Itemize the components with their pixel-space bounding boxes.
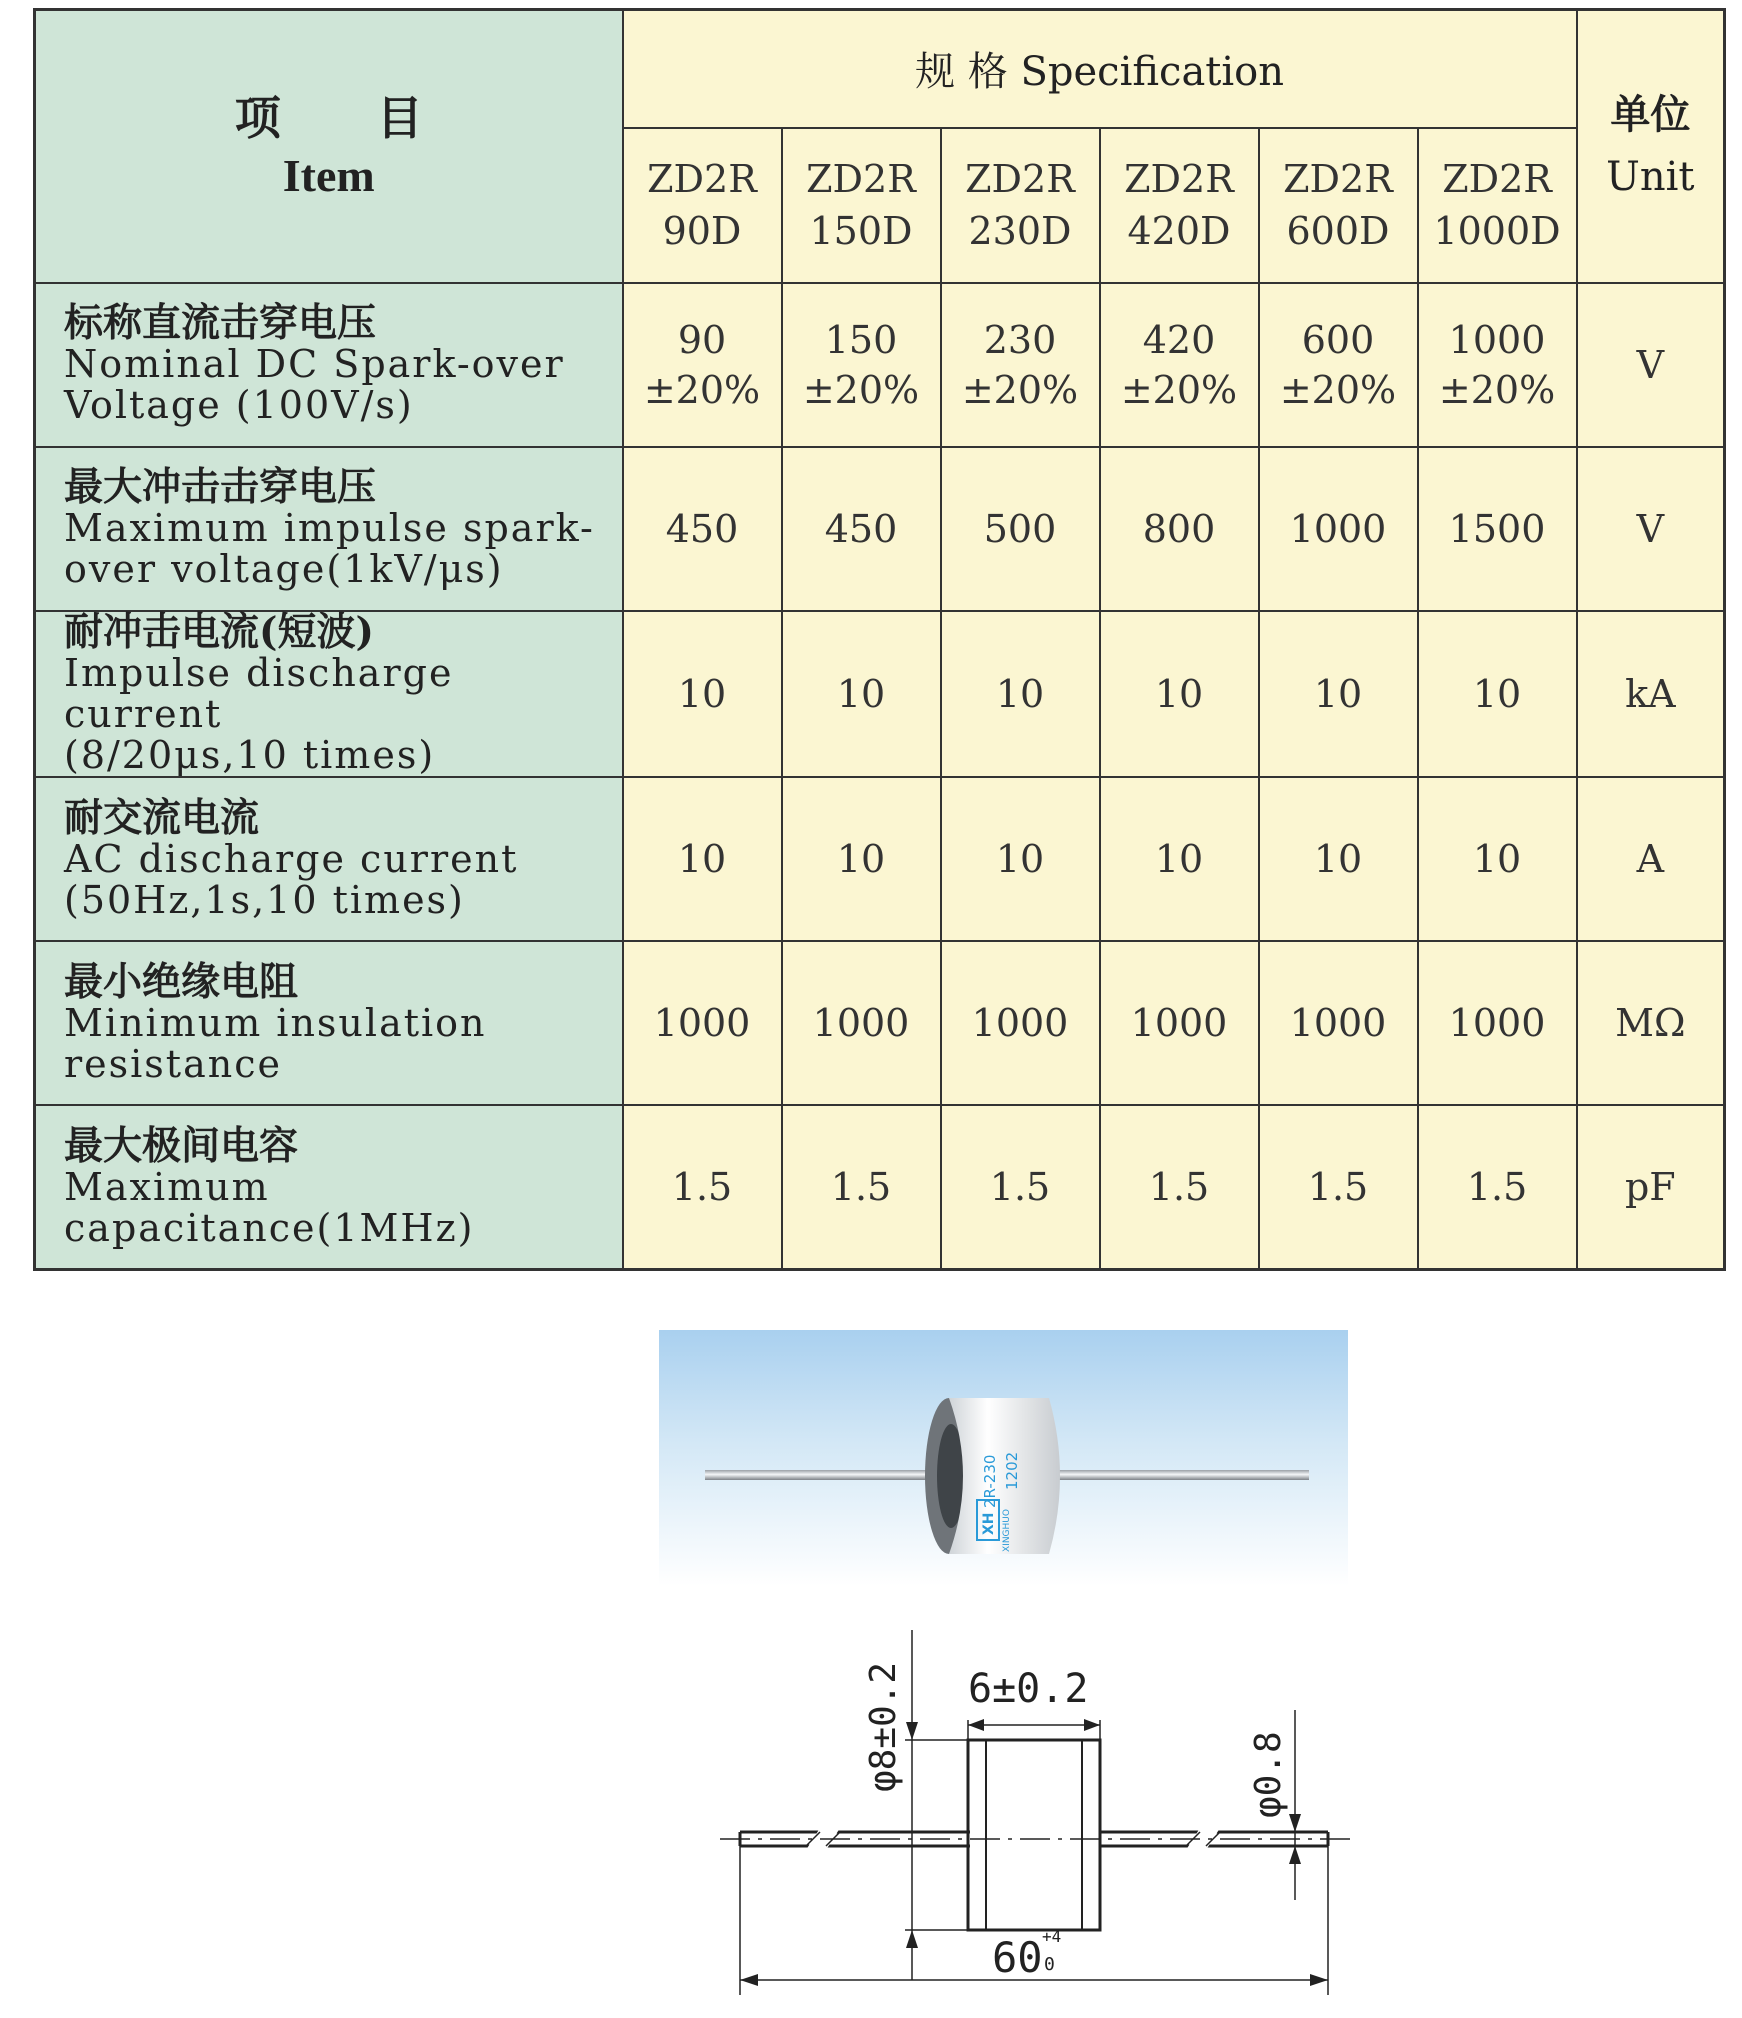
value-cell (623, 777, 782, 941)
model-suffix: 420D (1127, 209, 1231, 254)
row-label-en-1: AC discharge current (64, 836, 519, 881)
value-cell (782, 283, 941, 447)
model-series: ZD2R (647, 157, 757, 202)
row-label-en-1: Impulse discharge current (64, 651, 454, 737)
value: 1.5 (989, 1165, 1051, 1210)
model-suffix: 230D (968, 209, 1072, 254)
value-cell (623, 447, 782, 611)
value: 450 (665, 506, 739, 551)
row-label-en-1: Minimum insulation (64, 1000, 487, 1045)
row-label-zh: 最小绝缘电阻 (64, 958, 299, 1005)
value: 10 (995, 672, 1045, 717)
brand-name: XINGHUO (1002, 1509, 1012, 1552)
item-header-zh: 项 目 (234, 91, 463, 146)
value: 10 (995, 837, 1045, 882)
model-header-1 (782, 128, 941, 283)
body-diameter-label: φ8±0.2 (863, 1661, 904, 1792)
value-cell (1259, 777, 1418, 941)
value-cell (1259, 447, 1418, 611)
value: 90 (677, 317, 727, 362)
value: 450 (824, 506, 898, 551)
value-cell (1100, 447, 1259, 611)
row-label-en-1: Maximum (64, 1164, 270, 1209)
value: 1.5 (830, 1165, 892, 1210)
value: 10 (836, 672, 886, 717)
value-cell (1259, 1105, 1418, 1269)
table-row (35, 447, 1725, 611)
value-cell (941, 1105, 1100, 1269)
value-cell (1418, 283, 1577, 447)
value-cell (941, 941, 1100, 1105)
row-label (35, 941, 623, 1105)
value-cell (1418, 1105, 1577, 1269)
value-cell (1100, 777, 1259, 941)
value-cell (623, 1105, 782, 1269)
value-cell (1418, 447, 1577, 611)
unit-header-cell (1577, 10, 1725, 283)
model-suffix: 600D (1286, 209, 1390, 254)
table-row (35, 611, 1725, 777)
value-cell (623, 941, 782, 1105)
specification-header: 规 格 Specification (623, 10, 1577, 128)
model-series: ZD2R (1124, 157, 1234, 202)
row-label-en-1: Nominal DC Spark-over (64, 342, 565, 387)
row-label-en-2: capacitance(1MHz) (64, 1205, 475, 1250)
value-cell (1100, 611, 1259, 777)
value-cell (623, 283, 782, 447)
value-cell (1259, 283, 1418, 447)
value-cell (1100, 941, 1259, 1105)
unit-header-zh: 单位 (1610, 91, 1691, 139)
value-cell (1418, 941, 1577, 1105)
model-header-2 (941, 128, 1100, 283)
row-label-en-1: Maximum impulse spark- (64, 506, 595, 551)
marking-date: 1202 (1003, 1451, 1021, 1490)
value: 150 (824, 317, 898, 362)
row-label-zh: 耐冲击电流(短波) (64, 609, 374, 656)
unit-cell: MΩ (1577, 941, 1725, 1105)
value-cell (782, 941, 941, 1105)
model-series: ZD2R (806, 157, 916, 202)
value: 1000 (1289, 1001, 1387, 1046)
tolerance: ±20% (1120, 367, 1238, 412)
total-length-label: 60 (992, 1933, 1043, 1982)
model-header-4 (1259, 128, 1418, 283)
value: 10 (1472, 672, 1522, 717)
value: 230 (983, 317, 1057, 362)
tolerance: ±20% (643, 367, 761, 412)
value-cell (1259, 941, 1418, 1105)
model-header-3 (1100, 128, 1259, 283)
value: 10 (1313, 672, 1363, 717)
row-label (35, 777, 623, 941)
lead-diameter-label: φ0.8 (1248, 1731, 1289, 1818)
value-cell (1100, 283, 1259, 447)
value: 500 (983, 506, 1057, 551)
row-label-en-2: resistance (64, 1041, 282, 1086)
row-label (35, 447, 623, 611)
tolerance: ±20% (1279, 367, 1397, 412)
value: 600 (1301, 317, 1375, 362)
value-cell (941, 447, 1100, 611)
row-label-zh: 最大冲击击穿电压 (64, 464, 377, 511)
specification-table (33, 8, 1726, 1271)
value-cell (941, 611, 1100, 777)
model-series: ZD2R (1283, 157, 1393, 202)
value: 10 (1472, 837, 1522, 882)
value: 1000 (812, 1001, 910, 1046)
row-label (35, 611, 623, 777)
table-row (35, 777, 1725, 941)
item-header-cell (35, 10, 623, 283)
unit-cell: A (1577, 777, 1725, 941)
value: 10 (1154, 837, 1204, 882)
unit-cell: kA (1577, 611, 1725, 777)
value-cell (941, 777, 1100, 941)
row-label-en-2: (50Hz,1s,10 times) (64, 877, 465, 922)
value-cell (1259, 611, 1418, 777)
unit-header-en: Unit (1606, 154, 1695, 201)
value-cell (782, 777, 941, 941)
row-label-en-2: Voltage (100V/s) (64, 383, 414, 428)
unit-cell: V (1577, 283, 1725, 447)
model-series: ZD2R (1442, 157, 1552, 202)
value-cell (1100, 1105, 1259, 1269)
model-series: ZD2R (965, 157, 1075, 202)
row-label-en-2: over voltage(1kV/μs) (64, 547, 504, 592)
value: 420 (1142, 317, 1216, 362)
value: 1.5 (1466, 1165, 1528, 1210)
model-suffix: 150D (809, 209, 913, 254)
left-lead (705, 1470, 935, 1480)
dimension-drawing (700, 1600, 1400, 2004)
value: 1000 (971, 1001, 1069, 1046)
row-label-zh: 耐交流电流 (64, 794, 260, 841)
row-label (35, 1105, 623, 1269)
body-outline (968, 1740, 1100, 1930)
value-cell (1418, 777, 1577, 941)
gas-discharge-tube-image (659, 1330, 1348, 1586)
tolerance: ±20% (961, 367, 1079, 412)
total-length-tol-lower: 0 (1044, 1954, 1055, 1975)
row-label-en-2: (8/20μs,10 times) (64, 733, 436, 778)
value: 1000 (1448, 317, 1546, 362)
product-photo (659, 1330, 1348, 1586)
value: 10 (1313, 837, 1363, 882)
right-lead (1059, 1470, 1309, 1480)
body-length-label: 6±0.2 (968, 1666, 1089, 1712)
value: 1.5 (1148, 1165, 1210, 1210)
table-row (35, 941, 1725, 1105)
value: 1000 (1448, 1001, 1546, 1046)
marking-model: 2R-230 (981, 1454, 999, 1508)
table-row (35, 1105, 1725, 1269)
value: 1.5 (671, 1165, 733, 1210)
model-suffix: 1000D (1433, 209, 1561, 254)
value: 10 (677, 672, 727, 717)
value: 1.5 (1307, 1165, 1369, 1210)
value-cell (782, 447, 941, 611)
total-length-tol-upper: +4 (1042, 1927, 1062, 1946)
tolerance: ±20% (1438, 367, 1556, 412)
value: 1500 (1448, 506, 1546, 551)
value: 1000 (1130, 1001, 1228, 1046)
value-cell (941, 283, 1100, 447)
item-header-en: Item (282, 150, 375, 202)
unit-cell: pF (1577, 1105, 1725, 1269)
table-row (35, 283, 1725, 447)
unit-cell: V (1577, 447, 1725, 611)
value-cell (782, 1105, 941, 1269)
row-label (35, 283, 623, 447)
value: 10 (836, 837, 886, 882)
value-cell (782, 611, 941, 777)
value: 10 (1154, 672, 1204, 717)
row-label-zh: 标称直流击穿电压 (64, 300, 377, 347)
value: 1000 (1289, 506, 1387, 551)
tolerance: ±20% (802, 367, 920, 412)
value-cell (1418, 611, 1577, 777)
value: 1000 (653, 1001, 751, 1046)
model-suffix: 90D (662, 209, 742, 254)
model-header-0 (623, 128, 782, 283)
value: 800 (1142, 506, 1216, 551)
row-label-zh: 最大极间电容 (64, 1122, 299, 1169)
value-cell (623, 611, 782, 777)
brand-logo: XH (981, 1512, 997, 1535)
value: 10 (677, 837, 727, 882)
model-header-5 (1418, 128, 1577, 283)
